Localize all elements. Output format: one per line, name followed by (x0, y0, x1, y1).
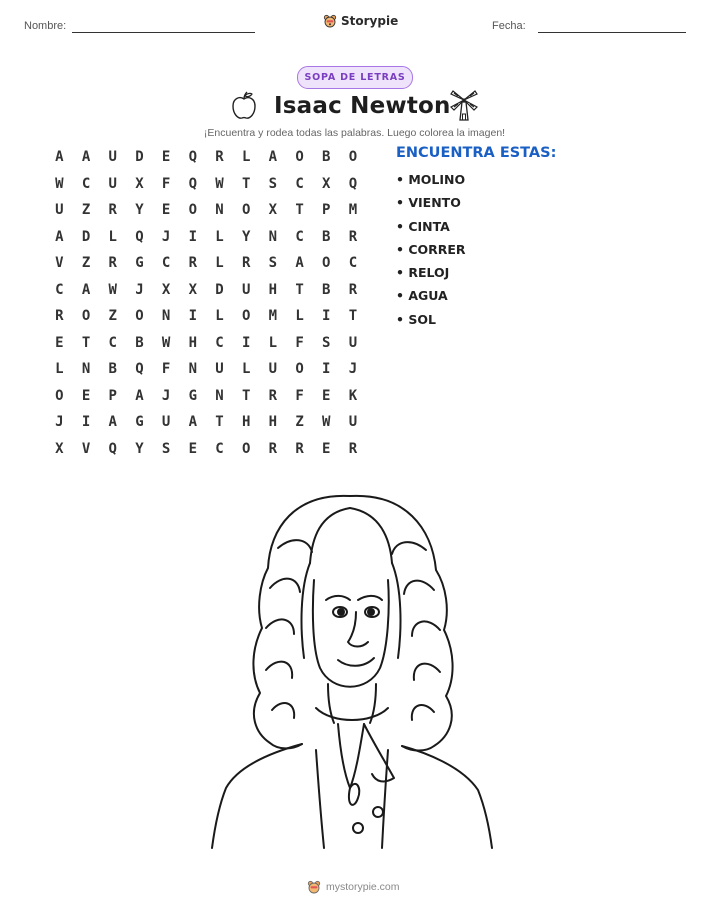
word-list (396, 168, 466, 331)
word-item: • VIENTO (396, 195, 461, 211)
grid-letter[interactable]: B (322, 281, 331, 298)
date-field-line[interactable] (538, 32, 686, 33)
grid-letter[interactable]: B (322, 149, 331, 166)
grid-letter[interactable]: A (108, 414, 117, 431)
grid-letter[interactable]: L (55, 361, 64, 378)
grid-letter[interactable]: P (108, 387, 117, 404)
grid-letter[interactable]: O (241, 308, 251, 325)
grid-letter[interactable]: O (241, 202, 251, 219)
grid-letter[interactable]: O (135, 308, 144, 325)
grid-letter[interactable]: F (295, 387, 304, 404)
grid-letter[interactable]: H (268, 414, 278, 431)
grid-letter[interactable]: Y (135, 440, 144, 457)
windmill-icon (448, 88, 480, 122)
grid-letter[interactable]: U (215, 361, 224, 378)
grid-letter[interactable]: K (348, 387, 358, 404)
grid-letter[interactable]: R (348, 281, 358, 298)
grid-letter[interactable]: O (81, 308, 91, 325)
word-item: • SOL (396, 311, 436, 327)
storypie-logo-icon (323, 14, 337, 28)
grid-letter[interactable]: R (268, 387, 278, 404)
grid-letter[interactable]: W (108, 281, 117, 298)
grid-letter[interactable]: A (81, 149, 91, 166)
grid-letter[interactable]: C (55, 281, 64, 298)
grid-letter[interactable]: F (295, 334, 304, 351)
grid-letter[interactable]: C (295, 228, 304, 245)
grid-letter[interactable]: D (135, 149, 144, 166)
grid-letter[interactable]: A (295, 255, 304, 272)
grid-letter[interactable]: R (108, 202, 117, 219)
grid-letter[interactable]: P (322, 202, 331, 219)
grid-letter[interactable]: Q (188, 175, 197, 192)
grid-letter[interactable]: M (348, 202, 358, 219)
grid-letter[interactable]: I (81, 414, 91, 431)
grid-letter[interactable]: X (161, 281, 171, 298)
grid-letter[interactable]: S (322, 334, 331, 351)
grid-letter[interactable]: G (135, 255, 144, 272)
word-item: • RELOJ (396, 265, 450, 281)
grid-letter[interactable]: W (215, 175, 224, 192)
word-item: • AGUA (396, 288, 448, 304)
grid-letter[interactable]: A (55, 149, 64, 166)
grid-letter[interactable]: O (295, 149, 304, 166)
grid-letter[interactable]: W (55, 175, 64, 192)
grid-letter[interactable]: C (108, 334, 117, 351)
grid-letter[interactable]: B (322, 228, 331, 245)
grid-letter[interactable]: I (322, 308, 331, 325)
grid-letter[interactable]: C (161, 255, 171, 272)
grid-letter[interactable]: D (215, 281, 224, 298)
grid-letter[interactable]: R (348, 440, 358, 457)
grid-letter[interactable]: L (241, 149, 251, 166)
grid-letter[interactable]: A (135, 387, 144, 404)
grid-letter[interactable]: Z (108, 308, 117, 325)
grid-letter[interactable]: T (215, 414, 224, 431)
grid-letter[interactable]: R (215, 149, 224, 166)
word-item: • MOLINO (396, 172, 466, 187)
word-item: • CORRER (396, 241, 466, 257)
grid-letter[interactable]: L (215, 255, 224, 272)
grid-letter[interactable]: E (161, 202, 171, 219)
grid-letter[interactable]: E (322, 387, 331, 404)
grid-letter[interactable]: W (161, 334, 171, 351)
page-title: Isaac Newton (274, 93, 451, 119)
grid-letter[interactable]: L (215, 308, 224, 325)
grid-letter[interactable]: R (268, 440, 278, 457)
grid-letter[interactable]: Q (135, 361, 144, 378)
grid-letter[interactable]: H (241, 414, 251, 431)
grid-letter[interactable]: Q (135, 228, 144, 245)
grid-letter[interactable]: Q (188, 149, 197, 166)
grid-letter[interactable]: V (55, 255, 64, 272)
grid-letter[interactable]: U (241, 281, 251, 298)
instructions: ¡Encuentra y rodea todas las palabras. Luego colorea la imagen! (203, 127, 506, 139)
grid-letter[interactable]: T (241, 387, 251, 404)
grid-letter[interactable]: J (135, 281, 144, 298)
grid-letter[interactable]: R (55, 308, 64, 325)
grid-letter[interactable]: U (268, 361, 278, 378)
grid-letter[interactable]: S (268, 255, 278, 272)
grid-letter[interactable]: L (108, 228, 117, 245)
grid-letter[interactable]: T (348, 308, 358, 325)
date-label: Fecha: (492, 20, 526, 32)
grid-letter[interactable]: R (348, 228, 358, 245)
grid-letter[interactable]: X (188, 281, 197, 298)
grid-letter[interactable]: H (188, 334, 197, 351)
name-field-line[interactable] (72, 32, 255, 33)
isaac-newton-coloring-illustration (200, 488, 510, 853)
footer-url[interactable]: mystorypie.com (326, 881, 400, 893)
grid-letter[interactable]: S (268, 175, 278, 192)
grid-letter[interactable]: J (161, 387, 171, 404)
grid-letter[interactable]: V (81, 440, 91, 457)
grid-letter[interactable]: U (55, 202, 64, 219)
grid-letter[interactable]: L (295, 308, 304, 325)
grid-letter[interactable]: T (295, 202, 304, 219)
grid-letter[interactable]: Z (81, 255, 91, 272)
grid-letter[interactable]: L (241, 361, 251, 378)
grid-letter[interactable]: N (161, 308, 171, 325)
grid-letter[interactable]: D (81, 228, 91, 245)
grid-letter[interactable]: C (215, 440, 224, 457)
word-item: • CINTA (396, 218, 450, 234)
grid-letter[interactable]: R (295, 440, 304, 457)
grid-letter[interactable]: E (188, 440, 197, 457)
grid-letter[interactable]: Q (108, 440, 117, 457)
grid-letter[interactable]: B (108, 361, 117, 378)
brand-name: Storypie (341, 14, 399, 28)
word-search-grid[interactable] (46, 144, 366, 462)
grid-letter[interactable]: F (161, 361, 171, 378)
grid-letter[interactable]: T (241, 175, 251, 192)
grid-letter[interactable]: O (188, 202, 197, 219)
grid-letter[interactable]: I (322, 361, 331, 378)
grid-letter[interactable]: S (161, 440, 171, 457)
grid-letter[interactable]: R (188, 255, 197, 272)
grid-letter[interactable]: R (241, 255, 251, 272)
grid-letter[interactable]: X (268, 202, 278, 219)
grid-letter[interactable]: I (188, 308, 197, 325)
grid-letter[interactable]: C (295, 175, 304, 192)
grid-letter[interactable]: X (322, 175, 331, 192)
grid-letter[interactable]: Q (348, 175, 358, 192)
grid-letter[interactable]: M (268, 308, 278, 325)
grid-letter[interactable]: T (81, 334, 91, 351)
grid-letter[interactable]: C (215, 334, 224, 351)
word-list-title: ENCUENTRA ESTAS: (396, 145, 557, 161)
grid-letter[interactable]: O (295, 361, 304, 378)
grid-letter[interactable]: C (348, 255, 358, 272)
footer (307, 880, 400, 894)
grid-letter[interactable]: Y (135, 202, 144, 219)
grid-letter[interactable]: H (268, 281, 278, 298)
grid-letter[interactable]: E (161, 149, 171, 166)
grid-letter[interactable]: N (81, 361, 91, 378)
grid-letter[interactable]: O (55, 387, 64, 404)
grid-letter[interactable]: A (188, 414, 197, 431)
grid-letter[interactable]: G (188, 387, 197, 404)
worksheet-badge: SOPA DE LETRAS (297, 66, 413, 89)
grid-letter[interactable]: G (135, 414, 144, 431)
grid-letter[interactable]: N (215, 387, 224, 404)
grid-letter[interactable]: Z (295, 414, 304, 431)
grid-letter[interactable]: E (81, 387, 91, 404)
grid-letter[interactable]: U (108, 175, 117, 192)
grid-letter[interactable]: U (348, 414, 358, 431)
apple-icon (228, 90, 260, 122)
grid-letter[interactable]: T (295, 281, 304, 298)
grid-letter[interactable]: I (188, 228, 197, 245)
grid-letter[interactable]: F (161, 175, 171, 192)
grid-letter[interactable]: O (322, 255, 331, 272)
grid-letter[interactable]: A (268, 149, 278, 166)
grid-letter[interactable]: I (241, 334, 251, 351)
grid-letter[interactable]: J (55, 414, 64, 431)
storypie-brand (323, 14, 398, 28)
grid-letter[interactable]: W (322, 414, 331, 431)
grid-letter[interactable]: U (161, 414, 171, 431)
grid-letter[interactable]: Y (241, 228, 251, 245)
grid-letter[interactable]: Z (81, 202, 91, 219)
grid-letter[interactable]: N (268, 228, 278, 245)
grid-letter[interactable]: N (215, 202, 224, 219)
grid-letter[interactable]: U (348, 334, 358, 351)
grid-letter[interactable]: U (108, 149, 117, 166)
grid-letter[interactable]: L (215, 228, 224, 245)
grid-letter[interactable]: E (322, 440, 331, 457)
grid-letter[interactable]: A (81, 281, 91, 298)
grid-letter[interactable]: N (188, 361, 197, 378)
grid-letter[interactable]: L (268, 334, 278, 351)
grid-letter[interactable]: B (135, 334, 144, 351)
storypie-logo-icon (307, 880, 321, 894)
grid-letter[interactable]: E (55, 334, 64, 351)
grid-letter[interactable]: O (241, 440, 251, 457)
grid-letter[interactable]: X (135, 175, 144, 192)
grid-letter[interactable]: C (81, 175, 91, 192)
grid-letter[interactable]: J (161, 228, 171, 245)
grid-letter[interactable]: R (108, 255, 117, 272)
grid-letter[interactable]: A (55, 228, 64, 245)
grid-letter[interactable]: O (348, 149, 358, 166)
name-label: Nombre: (24, 20, 67, 32)
grid-letter[interactable]: X (55, 440, 64, 457)
grid-letter[interactable]: J (348, 361, 358, 378)
